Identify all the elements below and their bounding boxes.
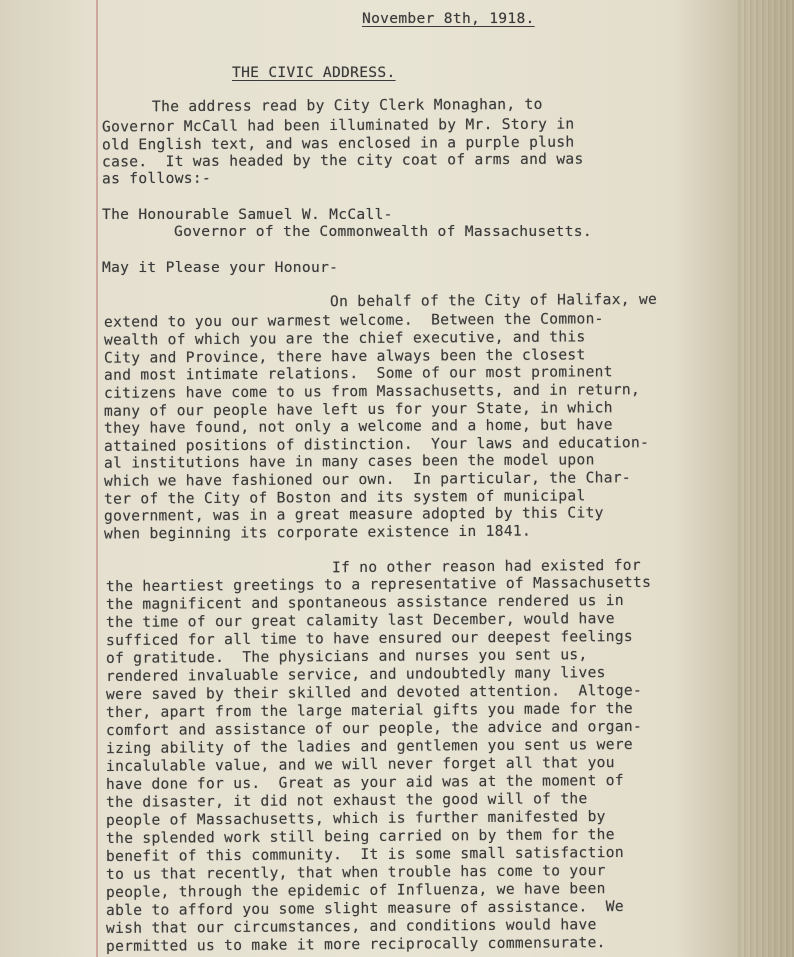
intro-line-1: The address read by City Clerk Monaghan, to [151, 95, 543, 116]
para1-line-9: attained positions of distinction. Your laws and education- [103, 434, 650, 455]
para1-line-3: wealth of which you are the chief executive, and this [103, 328, 586, 349]
para2-line-22: permitted us to make it more reciprocally commensurate. [105, 934, 606, 955]
intro-line-3: old English text, and was enclosed in a purple plush [101, 133, 575, 154]
para2-line-18: to us that recently, that when trouble has come to your [105, 862, 606, 883]
para2-line-13: have done for us. Great as your aid was at the moment of [105, 771, 624, 794]
para1-line-7: many of our people have left us for your State, in which [103, 399, 613, 420]
para2-line-1: If no other reason had existed for [331, 556, 641, 577]
para2-line-6: of gratitude. The physicians and nurses you sent us, [105, 646, 588, 667]
para1-line-8: they have found, not only a welcome and a home, but have [103, 416, 613, 437]
para2-line-21: wish that our circumstances, and conditions would have [105, 916, 597, 937]
document-heading: THE CIVIC ADDRESS. [232, 64, 396, 81]
margin-rule [96, 0, 98, 957]
document-date: November 8th, 1918. [362, 10, 535, 27]
para2-line-7: rendered invaluable service, and undoubtedly many lives [105, 664, 606, 685]
para1-line-2: extend to you our warmest welcome. Between the Common- [103, 310, 604, 331]
para2-line-11: izing ability of the ladies and gentlemen you sent us were [105, 735, 634, 758]
para2-line-10: comfort and assistance of our people, the advice and organ- [105, 717, 643, 740]
binding-edge [738, 0, 794, 957]
para1-line-6: citizens have come to us from Massachusetts, and in return, [103, 381, 641, 402]
para2-line-2: the heartiest greetings to a representative of Massachusetts [105, 573, 652, 596]
para1-line-14: when beginning its corporate existence in 1841. [103, 522, 532, 543]
para2-line-4: the time of our great calamity last December, would have [105, 610, 615, 631]
para2-line-16: the splended work still being carried on by them for the [105, 826, 615, 847]
para1-line-5: and most intimate relations. Some of our most prominent [103, 363, 613, 384]
para2-line-3: the magnificent and spontaneous assistance rendered us in [105, 591, 624, 614]
para2-line-15: people of Massachusetts, which is further manifested by [105, 808, 606, 829]
intro-line-4: case. It was headed by the city coat of arms and was [101, 150, 584, 171]
addressee-line-2: Governor of the Commonwealth of Massachusetts. [174, 223, 592, 240]
para2-line-20: able to afford you some slight measure of assistance. We [105, 897, 624, 920]
para2-line-17: benefit of this community. It is some small satisfaction [105, 843, 624, 866]
para2-line-8: were saved by their skilled and devoted attention. Altoge- [105, 681, 643, 704]
para2-line-5: sufficed for all time to have ensured our deepest feelings [105, 627, 634, 650]
para1-line-10: al institutions have in many cases been the model upon [103, 451, 595, 472]
para2-line-14: the disaster, it did not exhaust the good will of the [105, 790, 588, 811]
intro-line-5: as follows:- [101, 169, 212, 188]
para2-line-9: ther, apart from the large material gifts you made for the [105, 699, 634, 722]
para1-line-4: City and Province, there have always been the closest [103, 346, 586, 367]
salutation: May it Please your Honour- [102, 259, 339, 276]
para1-line-13: government, was in a great measure adopted by this City [103, 504, 604, 525]
intro-line-2: Governor McCall had been illuminated by Mr. Story in [101, 115, 575, 136]
para2-line-12: incalulable value, and we will never forget all that you [105, 754, 615, 775]
para1-line-12: ter of the City of Boston and its system of municipal [103, 487, 586, 508]
para2-line-19: people, through the epidemic of Influenza, we have been [105, 880, 606, 901]
para1-line-1: On behalf of the City of Halifax, we [329, 290, 658, 311]
addressee-line-1: The Honourable Samuel W. McCall- [102, 206, 393, 223]
para1-line-11: which we have fashioned our own. In particular, the Char- [103, 469, 632, 490]
